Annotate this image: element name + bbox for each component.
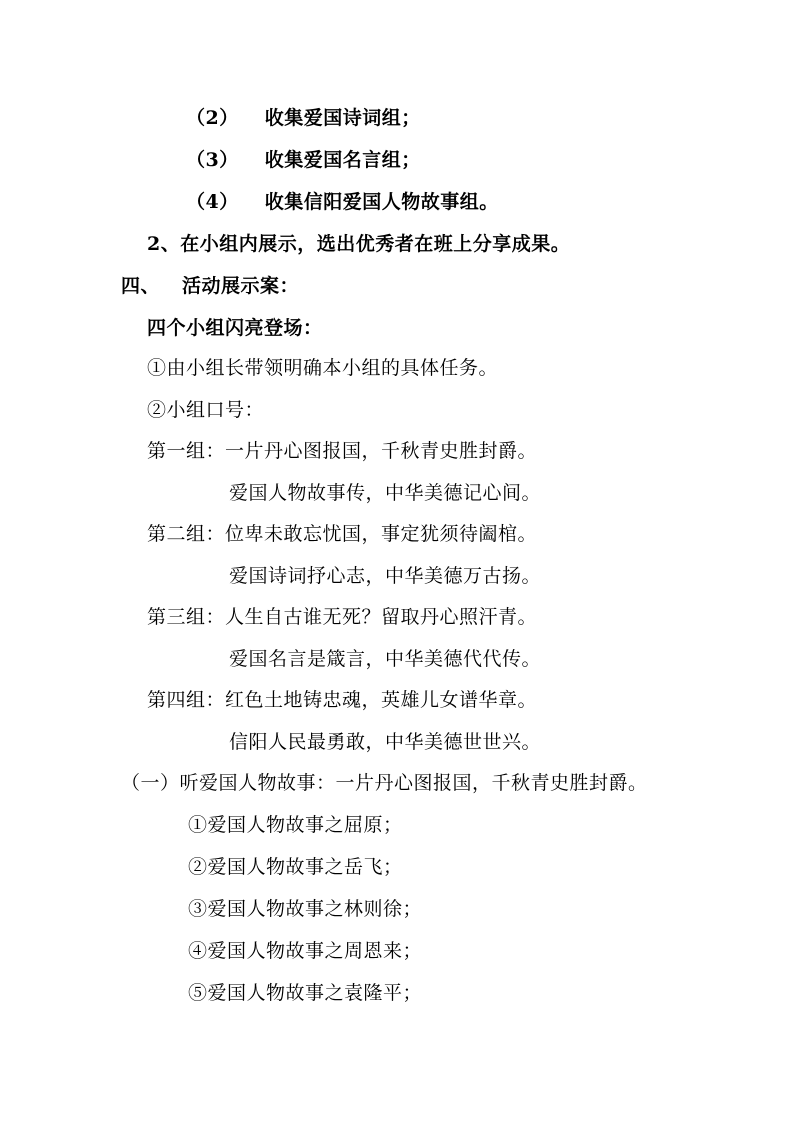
group-4-slogan xyxy=(147,688,537,712)
list-item-number: （2） xyxy=(186,107,239,129)
list-item-number: （3） xyxy=(186,149,239,171)
part-1-heading: （一）听爱国人物故事：一片丹心图报国，千秋青史胜封爵。 xyxy=(121,772,648,794)
story-item-1: ①爱国人物故事之屈原； xyxy=(188,814,403,836)
list-item-3 xyxy=(186,148,421,172)
slogan-line: 一片丹心图报国，千秋青史胜封爵。 xyxy=(225,440,538,462)
step-2-paragraph: 2、在小组内展示，选出优秀者在班上分享成果。 xyxy=(147,233,571,255)
story-item-4: ④爱国人物故事之周恩来； xyxy=(188,940,423,962)
group-label: 第一组： xyxy=(147,440,226,462)
list-item-2 xyxy=(186,106,421,130)
list-item-text: 收集爱国名言组； xyxy=(264,149,421,171)
list-item-number: （4） xyxy=(186,191,239,213)
section-number: 四、 xyxy=(121,275,161,297)
group-1-slogan-line-2: 爱国人物故事传，中华美德记心间。 xyxy=(229,482,542,504)
group-3-slogan-line-2: 爱国名言是箴言，中华美德代代传。 xyxy=(229,648,542,670)
groups-intro: 四个小组闪亮登场： xyxy=(147,317,323,339)
group-label: 第四组： xyxy=(147,689,226,711)
list-item-text: 收集信阳爱国人物故事组。 xyxy=(264,191,499,213)
task-item-2: ②小组口号： xyxy=(147,399,265,421)
slogan-line: 红色土地铸忠魂，英雄儿女谱华章。 xyxy=(225,689,538,711)
story-item-5: ⑤爱国人物故事之袁隆平； xyxy=(188,982,423,1004)
group-2-slogan-line-2: 爱国诗词抒心志，中华美德万古扬。 xyxy=(229,565,542,587)
group-label: 第三组： xyxy=(147,606,226,628)
list-item-4 xyxy=(186,190,499,214)
group-label: 第二组： xyxy=(147,523,226,545)
task-item-1: ①由小组长带领明确本小组的具体任务。 xyxy=(147,357,499,379)
section-4-heading xyxy=(121,274,299,298)
story-item-2: ②爱国人物故事之岳飞； xyxy=(188,856,403,878)
section-title: 活动展示案： xyxy=(182,275,300,297)
group-1-slogan xyxy=(147,439,537,463)
group-4-slogan-line-2: 信阳人民最勇敢，中华美德世世兴。 xyxy=(229,731,542,753)
list-item-text: 收集爱国诗词组； xyxy=(264,107,421,129)
slogan-line: 位卑未敢忘忧国，事定犹须待阖棺。 xyxy=(225,523,538,545)
group-3-slogan xyxy=(147,605,537,629)
slogan-line: 人生自古谁无死？留取丹心照汗青。 xyxy=(225,606,538,628)
story-item-3: ③爱国人物故事之林则徐； xyxy=(188,898,423,920)
group-2-slogan xyxy=(147,522,537,546)
